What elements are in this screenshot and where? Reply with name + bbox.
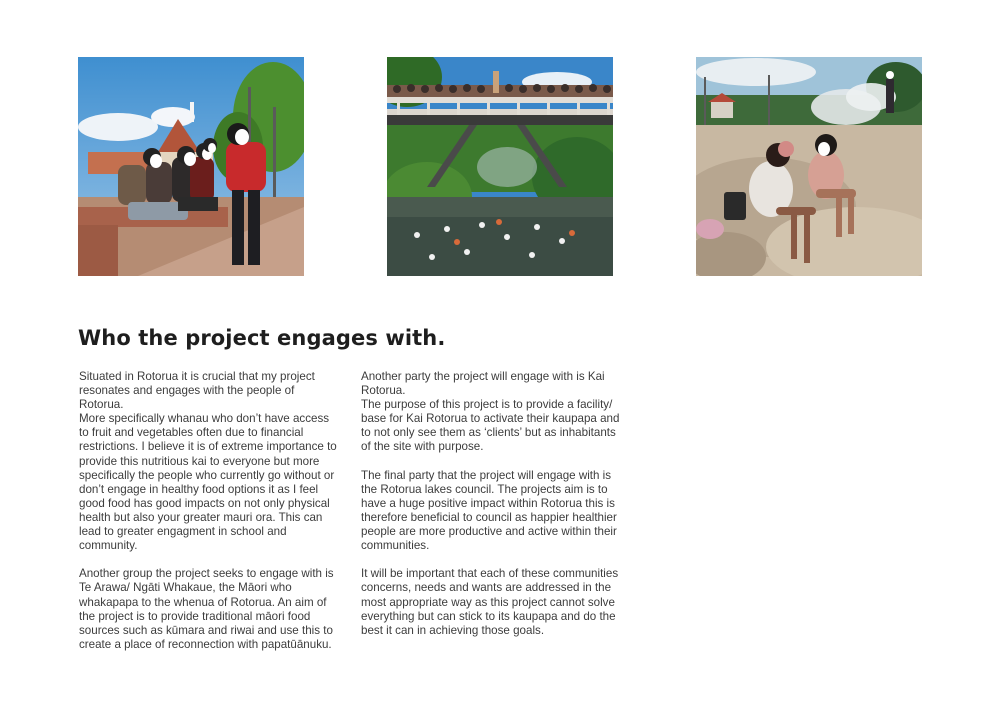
photo-girls-geothermal xyxy=(696,57,922,276)
text-column-left xyxy=(79,370,341,652)
text-column-right xyxy=(361,370,623,638)
photo-bridge-swimmers xyxy=(387,57,613,276)
photo-men-on-wall xyxy=(78,57,304,276)
page-title: Who the project engages with. xyxy=(78,326,446,350)
paragraph: The final party that the project will engage with is the Rotorua lakes council. The projects aim is to have a huge positive impact within Rotorua this is therefore beneficial to council as happier healthier people are more productive and active within their communities. xyxy=(361,468,617,553)
paragraph: Another group the project seeks to engage with is Te Arawa/ Ngāti Whakaue, the Māori who whakapapa to the whenua of Rotorua. An aim of the project is to provide traditional māori food sources such as kūmara and riwai and use this to create a place of reconnection with papatūānuku. xyxy=(79,567,334,651)
paragraph: Situated in Rotorua it is crucial that my project resonates and engages with the people of Rotorua. More specifically whanau who don’t have access to fruit and vegetables often due to financial restrictions. I believe it is of extreme importance to provide this nutritious kai to everyone but more specifically the people who currently go without or don’t engage in healthy food options it as I feel good food has good impacts on not only physical health but also your greater mauri ora. This can lead to greater engagment in school and community. xyxy=(79,370,337,553)
paragraph: Another party the project will engage with is Kai Rotorua. The purpose of this project is to provide a facility/ base for Kai Rotorua to activate their kaupapa and to not only see them as ‘clients’ but as inhabitants of the site with purpose. xyxy=(361,370,620,454)
paragraph: It will be important that each of these communities concerns, needs and wants are addressed in the most appropriate way as this project cannot solve everything but can stick to its kaupapa and do the best it can in achieving those goals. xyxy=(361,567,619,637)
